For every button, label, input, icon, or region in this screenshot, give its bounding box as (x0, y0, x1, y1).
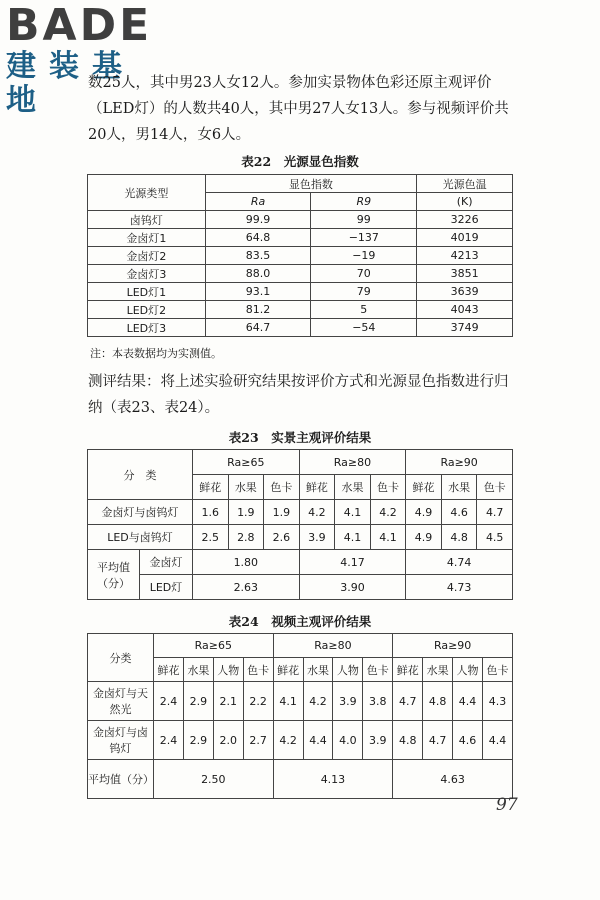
value-cell: 2.2 (243, 682, 273, 721)
value-cell: 4.4 (453, 682, 483, 721)
light-type-cell: 金卤灯3 (88, 265, 206, 283)
sub-header: 色卡 (482, 658, 512, 682)
value-cell: 2.9 (183, 682, 213, 721)
value-cell: 4.6 (441, 500, 477, 525)
row-label: 金卤灯 (140, 550, 193, 575)
sub-header: 鲜花 (406, 475, 442, 500)
value-cell: 4.4 (303, 721, 333, 760)
table-row (88, 247, 513, 265)
ra-cell: 64.8 (205, 229, 311, 247)
sub-header: 鲜花 (299, 475, 335, 500)
light-type-cell: LED灯1 (88, 283, 206, 301)
value-cell: 4.1 (370, 525, 406, 550)
average-value-cell: 2.63 (193, 575, 300, 600)
group-header: Ra≥80 (273, 634, 393, 658)
table22-note: 注：本表数据均为实测值。 (90, 347, 222, 360)
intro-paragraph: 数25人，其中男23人女12人。参加实景物体色彩还原主观评价（LED灯）的人数共40人，其中男27人女13人。参与视频评价共20人，男14人，女6人。 (88, 75, 509, 143)
r9-cell: −54 (311, 319, 417, 337)
ra-cell: 64.7 (205, 319, 311, 337)
header-ra: Ra (205, 193, 311, 211)
value-cell: 4.1 (273, 682, 303, 721)
value-cell: 4.1 (335, 525, 371, 550)
header-classification: 分 类 (88, 450, 193, 500)
average-value-cell: 3.90 (299, 575, 406, 600)
value-cell: 4.9 (406, 525, 442, 550)
logo-latin-text: BADE (6, 0, 153, 51)
average-row (88, 575, 513, 600)
value-cell: 3.9 (299, 525, 335, 550)
average-value-cell: 4.13 (273, 760, 393, 799)
value-cell: 4.9 (406, 500, 442, 525)
value-cell: 4.7 (477, 500, 513, 525)
sub-header: 人物 (213, 658, 243, 682)
sub-header: 色卡 (370, 475, 406, 500)
sub-header: 水果 (423, 658, 453, 682)
ra-cell: 99.9 (205, 211, 311, 229)
table-22 (87, 174, 513, 337)
cct-cell: 3749 (417, 319, 513, 337)
cct-cell: 3639 (417, 283, 513, 301)
average-value-cell: 1.80 (193, 550, 300, 575)
table23-caption: 表23 实景主观评价结果 (228, 430, 372, 445)
sub-header: 色卡 (363, 658, 393, 682)
table-row (88, 283, 513, 301)
sub-header: 色卡 (264, 475, 300, 500)
average-value-cell: 4.73 (406, 575, 513, 600)
header-cct-unit: (K) (417, 193, 513, 211)
row-label: LED灯 (140, 575, 193, 600)
value-cell: 1.9 (228, 500, 264, 525)
table24-caption: 表24 视频主观评价结果 (228, 614, 372, 629)
value-cell: 2.6 (264, 525, 300, 550)
sub-header: 鲜花 (154, 658, 184, 682)
table-row (88, 229, 513, 247)
light-type-cell: LED灯2 (88, 301, 206, 319)
cct-cell: 3226 (417, 211, 513, 229)
value-cell: 2.9 (183, 721, 213, 760)
value-cell: 1.6 (193, 500, 229, 525)
sub-header: 色卡 (477, 475, 513, 500)
header-r9: R9 (311, 193, 417, 211)
result-paragraph: 测评结果：将上述实验研究结果按评价方式和光源显色指数进行归纳（表23、表24）。 (88, 374, 509, 416)
value-cell: 4.4 (482, 721, 512, 760)
ra-cell: 93.1 (205, 283, 311, 301)
logo-chinese-text: 建装基地 (6, 49, 135, 118)
header-light-type: 光源类型 (88, 175, 206, 211)
value-cell: 4.3 (482, 682, 512, 721)
value-cell: 4.7 (423, 721, 453, 760)
cct-cell: 3851 (417, 265, 513, 283)
light-type-cell: 金卤灯2 (88, 247, 206, 265)
average-label: 平均值（分） (88, 760, 154, 799)
sub-header: 鲜花 (193, 475, 229, 500)
r9-cell: 99 (311, 211, 417, 229)
value-cell: 1.9 (264, 500, 300, 525)
sub-header: 水果 (228, 475, 264, 500)
value-cell: 4.7 (393, 682, 423, 721)
value-cell: 4.8 (441, 525, 477, 550)
value-cell: 2.1 (213, 682, 243, 721)
cct-cell: 4213 (417, 247, 513, 265)
value-cell: 2.4 (154, 682, 184, 721)
average-value-cell: 4.63 (393, 760, 513, 799)
light-type-cell: 卤钨灯 (88, 211, 206, 229)
value-cell: 2.8 (228, 525, 264, 550)
header-cct: 光源色温 (417, 175, 513, 193)
sub-header: 人物 (453, 658, 483, 682)
page-number: 97 (496, 795, 518, 815)
cct-cell: 4019 (417, 229, 513, 247)
value-cell: 4.2 (273, 721, 303, 760)
average-value-cell: 4.17 (299, 550, 406, 575)
header-classification: 分类 (88, 634, 154, 682)
table-row (88, 721, 513, 760)
row-label: 金卤灯与天然光 (88, 682, 154, 721)
table-row (88, 500, 513, 525)
sub-header: 人物 (333, 658, 363, 682)
sub-header: 水果 (441, 475, 477, 500)
value-cell: 2.4 (154, 721, 184, 760)
value-cell: 4.5 (477, 525, 513, 550)
table22-caption: 表22 光源显色指数 (241, 154, 359, 169)
light-type-cell: 金卤灯1 (88, 229, 206, 247)
sub-header: 水果 (335, 475, 371, 500)
ra-cell: 83.5 (205, 247, 311, 265)
value-cell: 4.6 (453, 721, 483, 760)
value-cell: 3.8 (363, 682, 393, 721)
sub-header: 鲜花 (273, 658, 303, 682)
value-cell: 3.9 (333, 682, 363, 721)
row-label: LED与卤钨灯 (88, 525, 193, 550)
ra-cell: 88.0 (205, 265, 311, 283)
r9-cell: 79 (311, 283, 417, 301)
sub-header: 水果 (303, 658, 333, 682)
value-cell: 4.8 (423, 682, 453, 721)
sub-header: 鲜花 (393, 658, 423, 682)
r9-cell: 70 (311, 265, 417, 283)
sub-header: 水果 (183, 658, 213, 682)
value-cell: 2.7 (243, 721, 273, 760)
table-row (88, 265, 513, 283)
value-cell: 3.9 (363, 721, 393, 760)
average-value-cell: 2.50 (154, 760, 274, 799)
table-24 (87, 633, 513, 799)
value-cell: 2.0 (213, 721, 243, 760)
r9-cell: 5 (311, 301, 417, 319)
cct-cell: 4043 (417, 301, 513, 319)
value-cell: 4.2 (370, 500, 406, 525)
header-cri: 显色指数 (205, 175, 416, 193)
average-row (88, 760, 513, 799)
average-value-cell: 4.74 (406, 550, 513, 575)
value-cell: 4.0 (333, 721, 363, 760)
average-row (88, 550, 513, 575)
ra-cell: 81.2 (205, 301, 311, 319)
row-label: 金卤灯与卤钨灯 (88, 500, 193, 525)
table-row (88, 682, 513, 721)
table-row (88, 319, 513, 337)
average-label: 平均值（分） (88, 550, 140, 600)
value-cell: 4.2 (299, 500, 335, 525)
value-cell: 4.2 (303, 682, 333, 721)
table-row (88, 301, 513, 319)
value-cell: 4.8 (393, 721, 423, 760)
value-cell: 2.5 (193, 525, 229, 550)
row-label: 金卤灯与卤钨灯 (88, 721, 154, 760)
table-row (88, 525, 513, 550)
value-cell: 4.1 (335, 500, 371, 525)
group-header: Ra≥65 (193, 450, 300, 475)
r9-cell: −137 (311, 229, 417, 247)
sub-header: 色卡 (243, 658, 273, 682)
table-23 (87, 449, 513, 600)
group-header: Ra≥65 (154, 634, 274, 658)
light-type-cell: LED灯3 (88, 319, 206, 337)
group-header: Ra≥90 (406, 450, 513, 475)
table-row (88, 211, 513, 229)
group-header: Ra≥90 (393, 634, 513, 658)
r9-cell: −19 (311, 247, 417, 265)
group-header: Ra≥80 (299, 450, 406, 475)
